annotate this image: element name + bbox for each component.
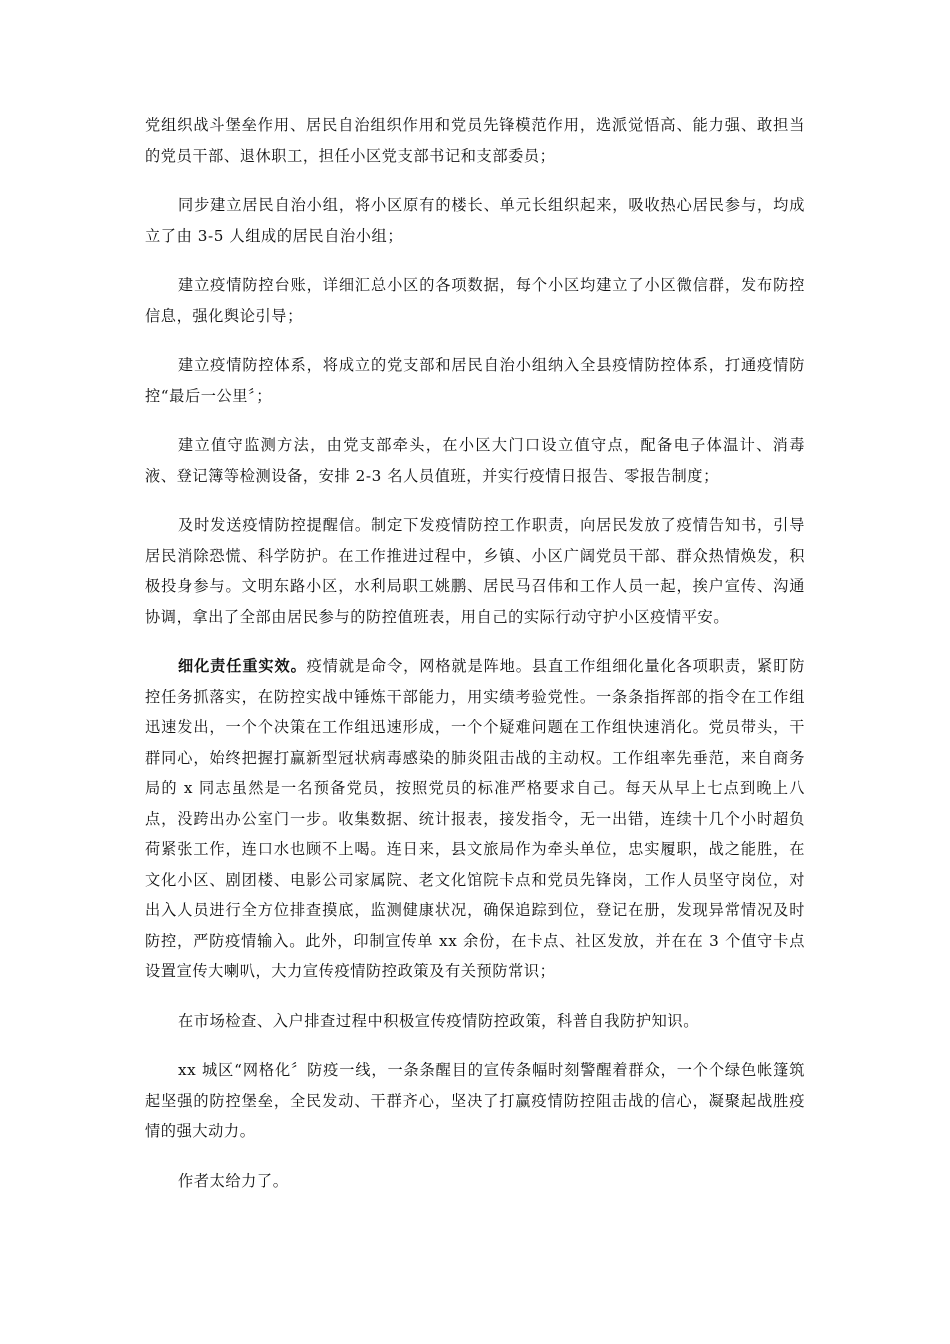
paragraph-5 [145, 430, 805, 491]
paragraph-text: 同步建立居民自治小组，将小区原有的楼长、单元长组织起来，吸收热心居民参与，均成立了由 3-5 人组成的居民自治小组； [145, 196, 805, 245]
paragraph-1 [145, 110, 805, 171]
paragraph-4 [145, 350, 805, 411]
paragraph-8 [145, 1006, 805, 1037]
paragraph-text: 疫情就是命令，网格就是阵地。县直工作组细化量化各项职责，紧盯防控任务抓落实，在防控实战中锤炼干部能力，用实绩考验党性。一条条指挥部的指令在工作组迅速发出，一个个决策在工作组迅速形成，一个个疑难问题在工作组快速消化。党员带头，干群同心，始终把握打赢新型冠状病毒感染的肺炎阻击战的主动权。工作组率先垂范，来自商务局的 x 同志虽然是一名预备党员，按照党员的标准严格要求自己。每天从早上七点到晚上八点，没跨出办公室门一步。收集数据、统计报表，接发指令，无一出错，连续十几个小时超负荷紧张工作，连口水也顾不上喝。连日来，县文旅局作为牵头单位，忠实履职，战之能胜，在文化小区、剧团楼、电影公司家属院、老文化馆院卡点和党员先锋岗，工作人员坚守岗位，对出入人员进行全方位排查摸底，监测健康状况，确保追踪到位，登记在册，发现异常情况及时防控，严防疫情输入。此外，印制宣传单 xx 余份，在卡点、社区发放，并在在 3 个值守卡点设置宣传大喇叭，大力宣传疫情防控政策及有关预防常识； [145, 657, 805, 980]
paragraph-text: 作者太给力了。 [178, 1171, 289, 1190]
paragraph-10 [145, 1166, 805, 1197]
paragraph-3 [145, 270, 805, 331]
paragraph-text: 建立疫情防控台账，详细汇总小区的各项数据，每个小区均建立了小区微信群，发布防控信息，强化舆论引导； [145, 276, 805, 325]
paragraph-7 [145, 651, 805, 987]
paragraph-6 [145, 510, 805, 632]
document-page [145, 110, 805, 1215]
paragraph-text: 在市场检查、入户排查过程中积极宣传疫情防控政策，科普自我防护知识。 [178, 1011, 699, 1030]
paragraph-9 [145, 1055, 805, 1147]
paragraph-lead-heading: 细化责任重实效。 [178, 657, 307, 675]
paragraph-text: 建立疫情防控体系，将成立的党支部和居民自治小组纳入全县疫情防控体系，打通疫情防控“最后一公里〞； [145, 356, 805, 405]
paragraph-text: 建立值守监测方法，由党支部牵头，在小区大门口设立值守点，配备电子体温计、消毒液、登记簿等检测设备，安排 2-3 名人员值班，并实行疫情日报告、零报告制度； [145, 436, 805, 485]
paragraph-2 [145, 190, 805, 251]
paragraph-text: 党组织战斗堡垒作用、居民自治组织作用和党员先锋模范作用，选派觉悟高、能力强、敢担当的党员干部、退休职工，担任小区党支部书记和支部委员； [145, 116, 805, 165]
paragraph-text: xx 城区“网格化〞防疫一线，一条条醒目的宣传条幅时刻警醒着群众，一个个绿色帐篷筑起坚强的防控堡垒，全民发动、干群齐心，坚决了打赢疫情防控阻击战的信心，凝聚起战胜疫情的强大动力。 [145, 1061, 805, 1140]
paragraph-text: 及时发送疫情防控提醒信。制定下发疫情防控工作职责，向居民发放了疫情告知书，引导居民消除恐慌、科学防护。在工作推进过程中，乡镇、小区广阔党员干部、群众热情焕发，积极投身参与。文明东路小区，水利局职工姚鹏、居民马召伟和工作人员一起，挨户宣传、沟通协调，拿出了全部由居民参与的防控值班表，用自己的实际行动守护小区疫情平安。 [145, 516, 805, 626]
